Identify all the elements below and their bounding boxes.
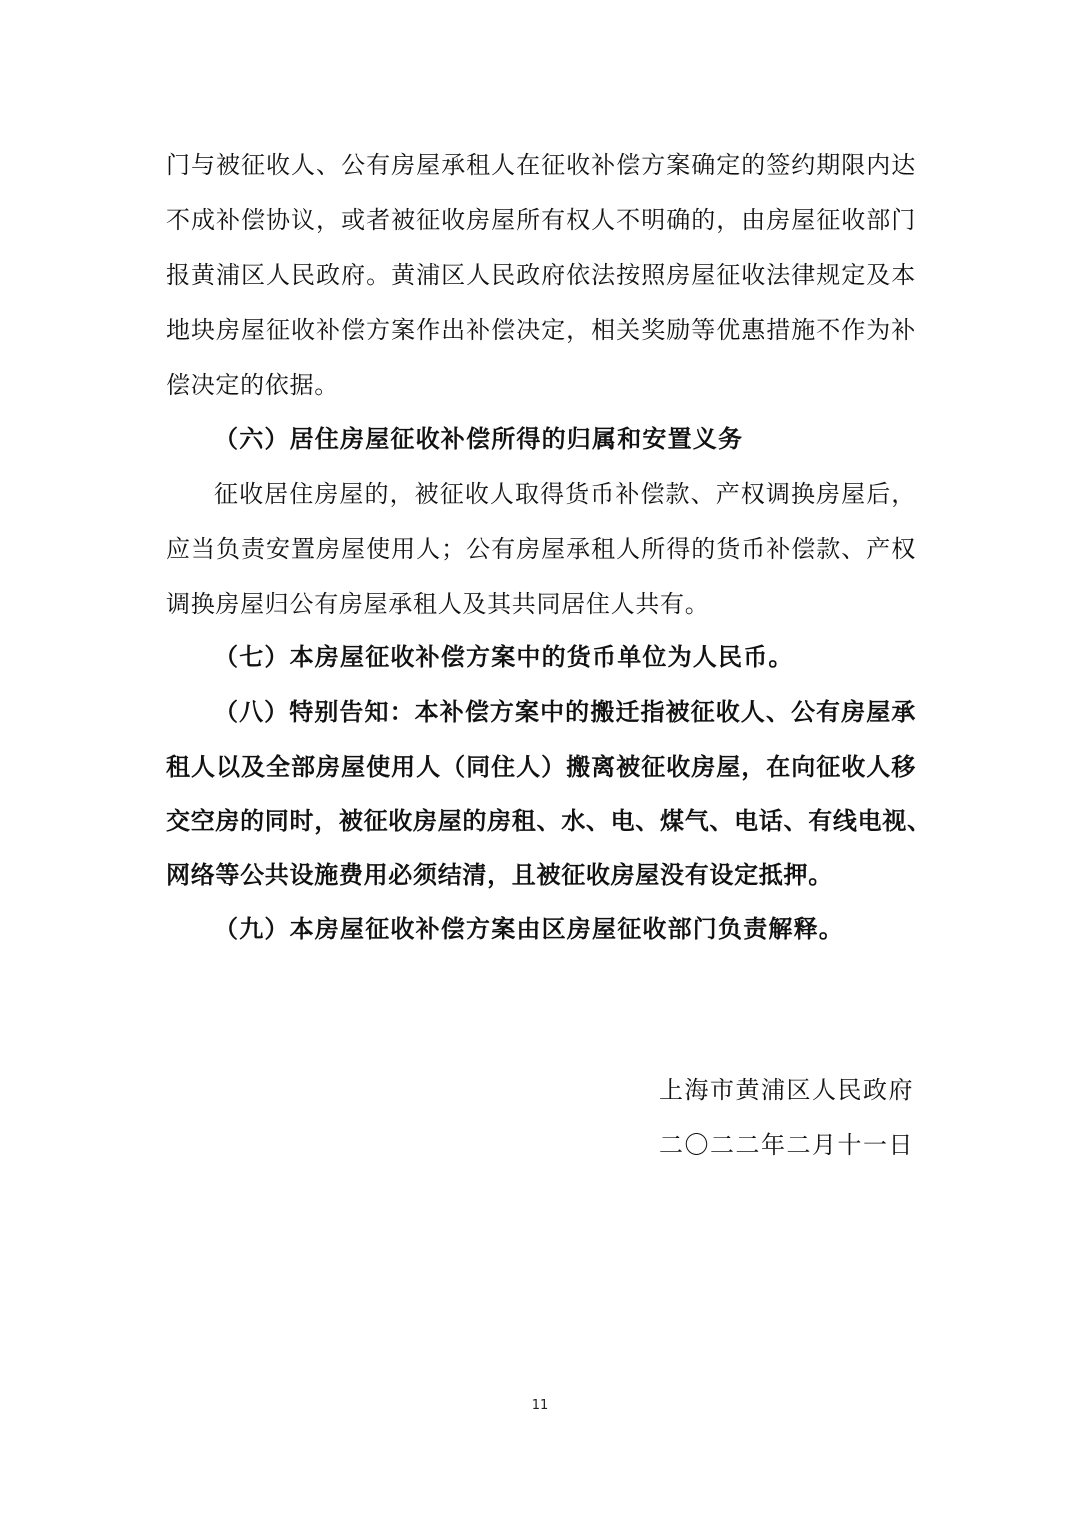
paragraph-line: 征收居住房屋的，被征收人取得货币补偿款、产权调换房屋后， [214, 480, 916, 508]
paragraph-line: 报黄浦区人民政府。黄浦区人民政府依法按照房屋征收法律规定及本 [166, 261, 916, 289]
issue-date: 二〇二二年二月十一日 [659, 1131, 914, 1159]
paragraph-line: 地块房屋征收补偿方案作出补偿决定，相关奖励等优惠措施不作为补 [166, 316, 916, 344]
paragraph-line: 偿决定的依据。 [166, 371, 339, 399]
issuer-name: 上海市黄浦区人民政府 [659, 1076, 914, 1104]
paragraph-line: 不成补偿协议，或者被征收房屋所有权人不明确的，由房屋征收部门 [166, 206, 916, 234]
section-8-line: 租人以及全部房屋使用人（同住人）搬离被征收房屋，在向征收人移 [166, 752, 916, 781]
paragraph-line: 调换房屋归公有房屋承租人及其共同居住人共有。 [166, 590, 710, 618]
section-heading-9: （九）本房屋征收补偿方案由区房屋征收部门负责解释。 [214, 914, 844, 943]
section-8-line: 交空房的同时，被征收房屋的房租、水、电、煤气、电话、有线电视、 [166, 806, 932, 835]
section-8-line: 网络等公共设施费用必须结清，且被征收房屋没有设定抵押。 [166, 860, 833, 889]
paragraph-line: 门与被征收人、公有房屋承租人在征收补偿方案确定的签约期限内达 [166, 151, 916, 179]
page-number: 11 [531, 1398, 549, 1413]
section-heading-6: （六）居住房屋征收补偿所得的归属和安置义务 [214, 424, 744, 453]
section-8-line: （八）特别告知：本补偿方案中的搬迁指被征收人、公有房屋承 [214, 697, 916, 726]
section-heading-7: （七）本房屋征收补偿方案中的货币单位为人民币。 [214, 642, 794, 671]
paragraph-line: 应当负责安置房屋使用人；公有房屋承租人所得的货币补偿款、产权 [166, 535, 916, 563]
